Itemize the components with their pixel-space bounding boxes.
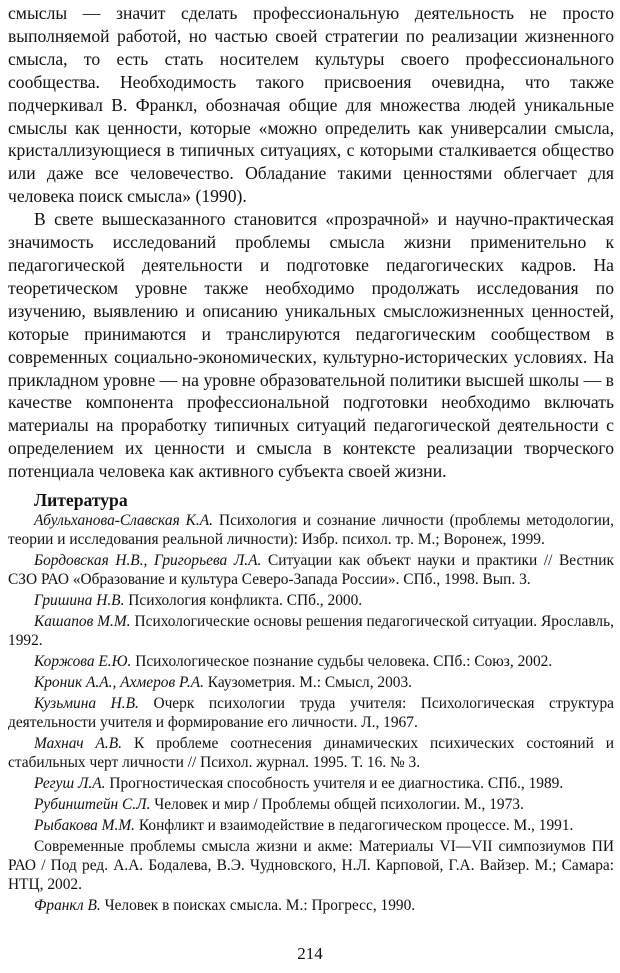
reference-author: Кашапов М.М.	[34, 613, 131, 631]
reference-item	[8, 551, 614, 589]
page-number: 214	[297, 944, 323, 963]
reference-author: Бордовская Н.В., Григорьева Л.А.	[34, 552, 262, 570]
reference-author: Махнач А.В.	[34, 735, 123, 753]
reference-text: Прогностическая способность учителя и ее диагностика. СПб., 1989.	[105, 775, 564, 793]
reference-item	[8, 795, 614, 814]
reference-author: Абульханова-Славская К.А.	[34, 512, 213, 530]
reference-text: Современные проблемы смысла жизни и акме: Материалы VI—VII симпозиумов ПИ РАО / Под ред. А.А. Бодалева, В.Э. Чудновского, Н.Л. Карповой, Г.А. Вайзер. М.; Самара: НТЦ, 2002.	[8, 838, 614, 894]
reference-author: Рубинштейн С.Л.	[34, 796, 151, 814]
reference-text: Психологическое познание судьбы человека. СПб.: Союз, 2002.	[131, 653, 553, 671]
reference-text: К проблеме соотнесения динамических психических состояний и стабильных черт личности // Психол. журнал. 1995. Т. 16. № 3.	[8, 735, 614, 772]
reference-text: Психология и сознание личности (проблемы методологии, теории и исследования реальной личности): Избр. психол. тр. М.; Воронеж, 1999.	[8, 512, 614, 549]
reference-item	[8, 511, 614, 549]
reference-author: Кузьмина Н.В.	[34, 695, 139, 713]
reference-item	[8, 652, 614, 671]
book-page	[8, 2, 614, 917]
reference-text: Каузометрия. М.: Смысл, 2003.	[203, 674, 413, 692]
reference-item	[8, 837, 614, 894]
reference-author: Кроник А.А., Ахмеров Р.А.	[34, 674, 204, 692]
reference-item	[8, 734, 614, 772]
reference-text: Человек в поисках смысла. М.: Прогресс, 1990.	[100, 897, 416, 915]
references-list	[8, 511, 614, 915]
reference-text: Очерк психологии труда учителя: Психологическая структура деятельности учителя и формирование его личности. Л., 1967.	[8, 695, 615, 732]
references-heading: Литература	[34, 490, 128, 511]
reference-author: Франкл В.	[34, 897, 101, 915]
reference-author: Коржова Е.Ю.	[34, 653, 132, 671]
reference-author: Гришина Н.В.	[34, 592, 125, 610]
reference-text: Психологические основы решения педагогической ситуации. Ярославль, 1992.	[8, 613, 614, 650]
paragraph-1: смыслы — значит сделать профессиональную деятельность не просто выполняемой работой, но частью своей стратегии по реализации жизненного смысла, то есть стать носителем культуры своего профессионального сообщества. Необходимость такого присвоения очевидна, что также подчеркивал В. Франкл, обозначая общие для множества людей уникальные смыслы как ценности, которые «можно определить как универсалии смысла, кристаллизующиеся в типичных ситуациях, с которыми сталкивается общество или даже все человечество. Обладание такими ценностями облегчает для человека поиск смысла» (1990).	[8, 3, 614, 207]
reference-item	[8, 816, 614, 835]
reference-item	[8, 612, 614, 650]
reference-text: Конфликт и взаимодействие в педагогическом процессе. М., 1991.	[135, 817, 574, 835]
paragraph-2: В свете вышесказанного становится «прозрачной» и научно-практическая значимость исследований проблемы смысла жизни применительно к педагогической деятельности и подготовке педагогических кадров. На теоретическом уровне также необходимо продолжать исследования по изучению, выявлению и описанию уникальных смысложизненных ценностей, которые принимаются и транслируются педагогическим сообществом в современных социально-экономических, культурно-исторических условиях. На прикладном уровне — на уровне образовательной политики высшей школы — в качестве компонента профессиональной подготовки необходимо включать материалы на проработку типичных ситуаций педагогической деятельности с определением их ценности и смысла в контексте реализации творческого потенциала человека как активного субъекта своей жизни.	[8, 209, 614, 482]
reference-item	[8, 591, 614, 610]
reference-author: Рыбакова М.М.	[34, 817, 136, 835]
reference-text: Человек и мир / Проблемы общей психологии. М., 1973.	[150, 796, 524, 814]
main-text	[8, 2, 614, 483]
reference-text: Психология конфликта. СПб., 2000.	[124, 592, 363, 610]
reference-item	[8, 896, 614, 915]
reference-item	[8, 694, 614, 732]
reference-text: Ситуации как объект науки и практики // Вестник СЗО РАО «Образование и культура Северо-Запада России». СПб., 1998. Вып. 3.	[8, 552, 614, 589]
reference-author: Регуш Л.А.	[34, 775, 106, 793]
reference-item	[8, 673, 614, 692]
reference-item	[8, 774, 614, 793]
